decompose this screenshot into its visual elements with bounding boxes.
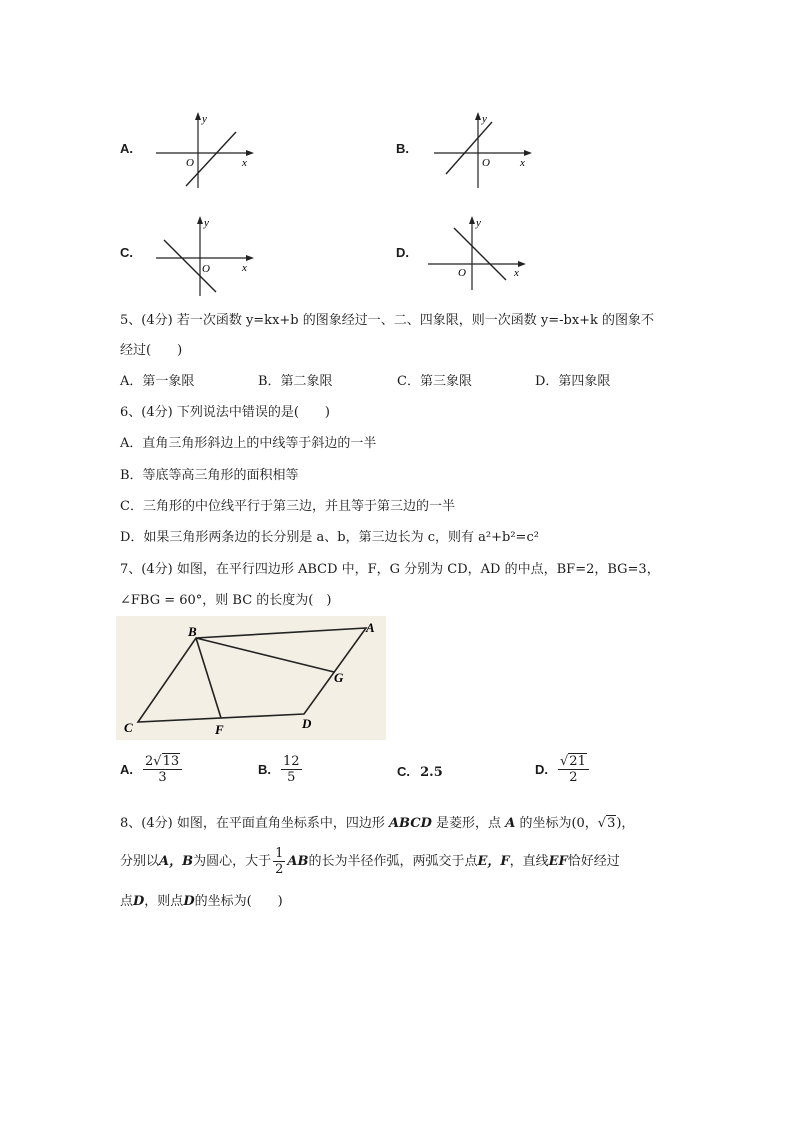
- x-axis-label: x: [514, 267, 519, 279]
- q7-stem-line2: ∠FBG = 60°，则 BC 的长度为( ): [120, 593, 332, 608]
- q7-parallelogram-figure: [116, 616, 386, 740]
- option-letter: A.: [120, 141, 133, 156]
- origin-label: O: [458, 267, 466, 279]
- label-b: B: [188, 624, 197, 639]
- fraction: $\frac{12}{5}$: [283, 754, 300, 785]
- label-d: D: [302, 716, 312, 731]
- origin-label: O: [482, 157, 490, 169]
- option-letter: C.: [397, 764, 410, 779]
- q5-stem-line2: 经过( ): [120, 343, 183, 358]
- q8-stem-line2: 分别以 A，B 为圆心，大于 $\frac{1}{2}$ AB 的长为半径作弧，两弧交于点 E，F ，直线 EF 恰好经过: [120, 846, 620, 877]
- q5-option-a[interactable]: A．第一象限: [120, 374, 195, 389]
- q5-option-b[interactable]: B．第二象限: [258, 374, 333, 389]
- q7-stem-line1: 7、(4分) 如图，在平行四边形 ABCD 中，F，G 分别为 CD，AD 的中点，BF=2，BG=3，: [120, 562, 660, 577]
- y-axis-label: y: [204, 217, 209, 229]
- y-axis-label: y: [202, 113, 207, 125]
- q8-stem-line3: 点D，则点D的坐标为( ): [120, 894, 283, 909]
- y-axis-label: y: [482, 113, 487, 125]
- q6-option-d[interactable]: D．如果三角形两条边的长分别是 a、b，第三边长为 c，则有 a²+b²=c²: [120, 530, 539, 545]
- origin-label: O: [186, 157, 194, 169]
- x-axis-label: x: [242, 157, 247, 169]
- option-letter: B.: [396, 141, 409, 156]
- q7-option-d[interactable]: [535, 754, 589, 785]
- label-f: F: [215, 722, 224, 737]
- option-letter: A.: [120, 761, 133, 777]
- q7-option-c[interactable]: [397, 762, 443, 783]
- q4-graph-c: [150, 212, 260, 298]
- q7-option-a[interactable]: [120, 754, 182, 785]
- x-axis-label: x: [520, 157, 525, 169]
- label-c: C: [124, 720, 133, 735]
- q6-option-c[interactable]: C．三角形的中位线平行于第三边，并且等于第三边的一半: [120, 499, 455, 514]
- q5-option-c[interactable]: C．第三象限: [397, 374, 472, 389]
- origin-label: O: [202, 263, 210, 275]
- label-a: A: [366, 620, 375, 635]
- option-letter: D.: [535, 761, 548, 777]
- q5-stem-line1: 5、(4分) 若一次函数 y=kx+b 的图象经过一、二、四象限，则一次函数 y=-bx+k 的图象不: [120, 313, 655, 328]
- option-value: 2.5: [420, 765, 443, 780]
- fraction-one-half: $\frac{1}{2}$: [275, 846, 284, 877]
- x-axis-label: x: [242, 262, 247, 274]
- option-letter: D.: [396, 245, 409, 260]
- fraction: $\frac{2√13}{3}$: [143, 754, 182, 785]
- q4-graph-b: [428, 108, 538, 190]
- option-letter: B.: [258, 761, 271, 777]
- q5-option-d[interactable]: D．第四象限: [535, 374, 611, 389]
- q6-option-b[interactable]: B．等底等高三角形的面积相等: [120, 468, 299, 483]
- q4-graph-a: [150, 108, 260, 190]
- q4-graph-d: [424, 212, 534, 292]
- label-g: G: [334, 670, 344, 685]
- q7-option-b[interactable]: [258, 754, 302, 785]
- q6-stem: 6、(4分) 下列说法中错误的是( ): [120, 405, 330, 420]
- q6-option-a[interactable]: A．直角三角形斜边上的中线等于斜边的一半: [120, 436, 377, 451]
- option-letter: C.: [120, 245, 133, 260]
- q8-stem-line1: 8、(4分) 如图，在平面直角坐标系中，四边形 ABCD 是菱形，点 A 的坐标为(0，√3)，: [120, 816, 635, 831]
- y-axis-label: y: [476, 217, 481, 229]
- fraction: $\frac{√21}{2}$: [558, 754, 589, 785]
